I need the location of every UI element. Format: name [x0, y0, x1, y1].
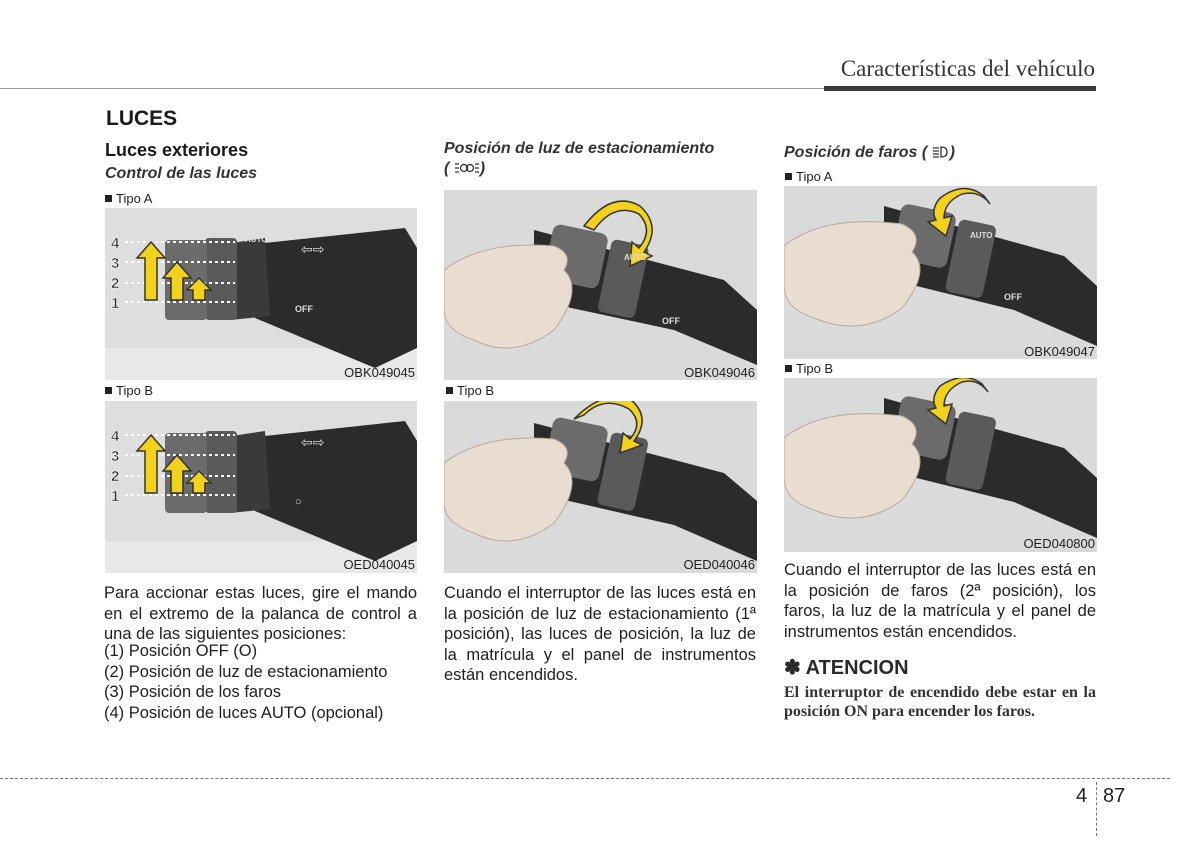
position-number-2: 2 — [111, 468, 120, 485]
fig2b-label: Tipo B — [446, 383, 494, 398]
position-number-4: 4 — [111, 235, 120, 252]
col1-list — [104, 641, 417, 723]
footer-divider — [1096, 782, 1097, 836]
col3-heading: Posición de faros ( ) — [784, 144, 955, 161]
section-title: LUCES — [106, 107, 178, 130]
svg-text:OFF: OFF — [1004, 292, 1022, 302]
list-item: (2) Posición de luz de estacionamiento — [104, 662, 388, 681]
position-number-1: 1 — [111, 488, 120, 505]
warning-title: ✽ ATENCION — [784, 657, 909, 679]
lever-label-off: OFF — [295, 304, 313, 314]
headlight-icon — [932, 145, 950, 159]
lever-figure-1a — [105, 208, 417, 380]
position-number-1: 1 — [111, 295, 120, 312]
svg-text:OFF: OFF — [662, 316, 680, 326]
col1-subheading: Control de las luces — [105, 165, 258, 182]
header-rule-accent — [824, 86, 1096, 91]
footer-rule — [0, 778, 1170, 779]
fig1a-code: OBK049045 — [344, 365, 415, 380]
fig2a-code: OBK049046 — [684, 365, 755, 380]
position-number-4: 4 — [111, 428, 120, 445]
fig1a-label: Tipo A — [105, 191, 152, 206]
svg-text:AUTO: AUTO — [624, 253, 647, 262]
fig2b-code: OED040046 — [683, 557, 755, 572]
running-header: Características del vehículo — [840, 56, 1095, 81]
svg-text:AUTO: AUTO — [970, 231, 993, 240]
lever-figure-1b — [105, 401, 417, 573]
svg-text:○: ○ — [295, 496, 302, 508]
list-item: (1) Posición OFF (O) — [104, 642, 258, 660]
fig3b-label: Tipo B — [785, 361, 833, 376]
fig1b-code: OED040045 — [343, 557, 415, 572]
position-number-3: 3 — [111, 448, 120, 465]
lever-figure-3a — [784, 186, 1097, 359]
col2-body: Cuando el interruptor de las luces está en la posición de luz de estacionamiento (1ª posición), las luces de posición, la luz de la matrícula y el panel de instrumentos están encendidos. — [444, 584, 756, 684]
svg-text:⇦⇨: ⇦⇨ — [301, 241, 325, 257]
fig3a-code: OBK049047 — [1024, 344, 1095, 359]
list-item: (3) Posición de los faros — [104, 683, 281, 701]
position-number-2: 2 — [111, 275, 120, 292]
fig3a-label: Tipo A — [785, 169, 832, 184]
lever-label-auto: AUTO — [245, 235, 268, 244]
page-section-number: 4 — [1076, 785, 1088, 807]
col3-body: Cuando el interruptor de las luces está en la posición de faros (2ª posición), los faros, la luz de la matrícula y el panel de instrumentos están encendidos. — [784, 561, 1096, 641]
parking-light-icon — [454, 161, 480, 175]
position-number-3: 3 — [111, 255, 120, 272]
col2-heading: Posición de luz de estacionamiento ( ) — [444, 140, 715, 177]
list-item: (4) Posición de luces AUTO (opcional) — [104, 703, 384, 722]
svg-text:⇦⇨: ⇦⇨ — [301, 434, 325, 450]
col1-heading: Luces exteriores — [105, 140, 249, 160]
col1-body: Para accionar estas luces, gire el mando en el extremo de la palanca de control a una de las siguientes posiciones: — [104, 584, 417, 643]
lever-figure-2b — [444, 401, 757, 573]
fig3b-code: OED040800 — [1023, 536, 1095, 551]
warning-body: El interruptor de encendido debe estar en la posición ON para encender los faros. — [784, 684, 1096, 720]
page-number: 87 — [1103, 785, 1126, 807]
fig1b-label: Tipo B — [105, 383, 153, 398]
lever-figure-3b — [784, 378, 1097, 552]
lever-figure-2a — [444, 190, 757, 380]
